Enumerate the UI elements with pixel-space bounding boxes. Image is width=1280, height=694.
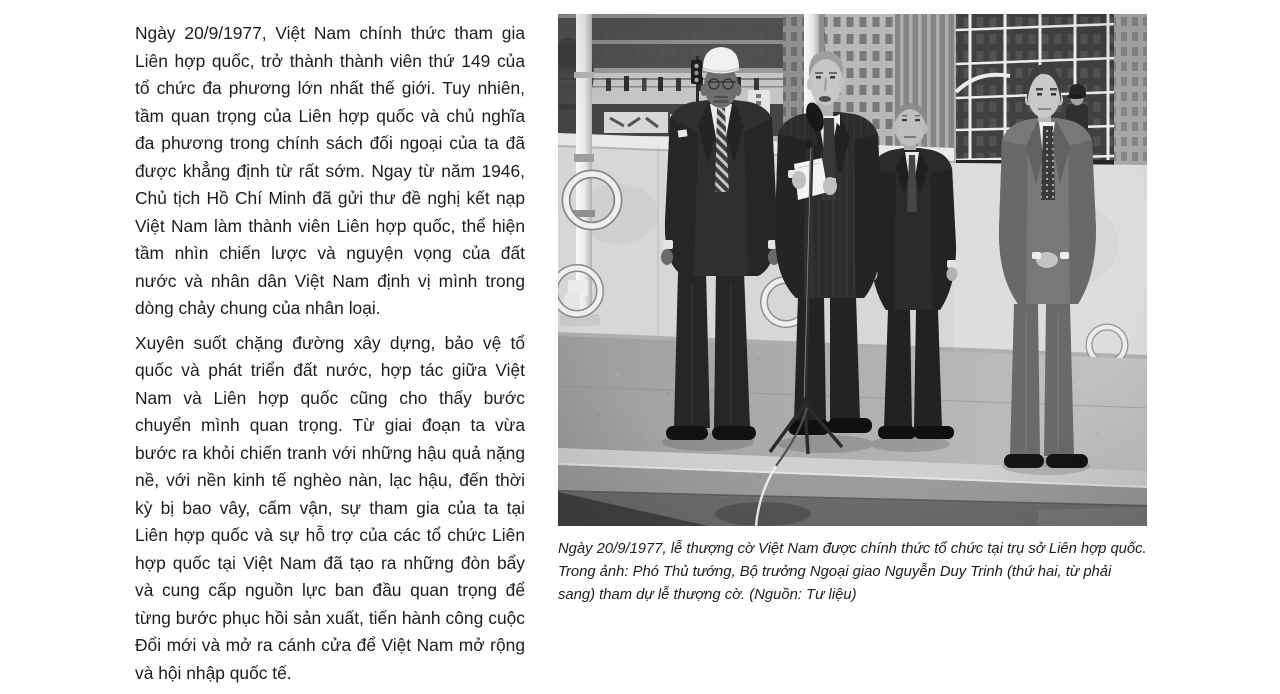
- photo-caption: Ngày 20/9/1977, lễ thượng cờ Việt Nam được chính thức tổ chức tại trụ sở Liên hợp quốc. Trong ảnh: Phó Thủ tướng, Bộ trưởng Ngoại giao Nguyễn Duy Trinh (thứ hai, từ phải sang) tham dự lễ thượng cờ. (Nguồn: Tư liệu): [558, 541, 1147, 603]
- paragraph-2: Xuyên suốt chặng đường xây dựng, bảo vệ tổ quốc và phát triển đất nước, hợp tác giữa Việt Nam và Liên hợp quốc cũng cho thấy bước chuyển mình quan trọng. Từ giai đoạn ta vừa bước ra khỏi chiến tranh với những hậu quả nặng nề, với nền kinh tế nghèo nàn, lạc hậu, đến thời kỳ bị bao vây, cấm vận, sự tham gia của ta tại Liên hợp quốc và sự hỗ trợ của các tổ chức Liên hợp quốc tại Việt Nam đã tạo ra những đòn bẩy và cung cấp nguồn lực ban đầu quan trọng để từng bước phục hồi sản xuất, tiến hành công cuộc Đổi mới và mở ra cánh cửa để Việt Nam mở rộng và hội nhập quốc tế.: [135, 332, 525, 683]
- article-text: [135, 20, 525, 694]
- un-flag-ceremony-photo: [558, 14, 1147, 526]
- photo-figure: [558, 14, 1147, 607]
- paragraph-1: Ngày 20/9/1977, Việt Nam chính thức tham gia Liên hợp quốc, trở thành thành viên thứ 149 của tổ chức đa phương lớn nhất thế giới. Tuy nhiên, tầm quan trọng của Liên hợp quốc và chủ nghĩa đa phương trong chính sách đối ngoại của ta đã được khẳng định từ rất sớm. Ngay từ năm 1946, Chủ tịch Hồ Chí Minh đã gửi thư đề nghị kết nạp Việt Nam làm thành viên Liên hợp quốc, thể hiện tầm nhìn chiến lược và nguyện vọng của đất nước và nhân dân Việt Nam định vị mình trong dòng chảy chung của nhân loại.: [135, 23, 525, 318]
- photo-vignette: [558, 14, 1147, 526]
